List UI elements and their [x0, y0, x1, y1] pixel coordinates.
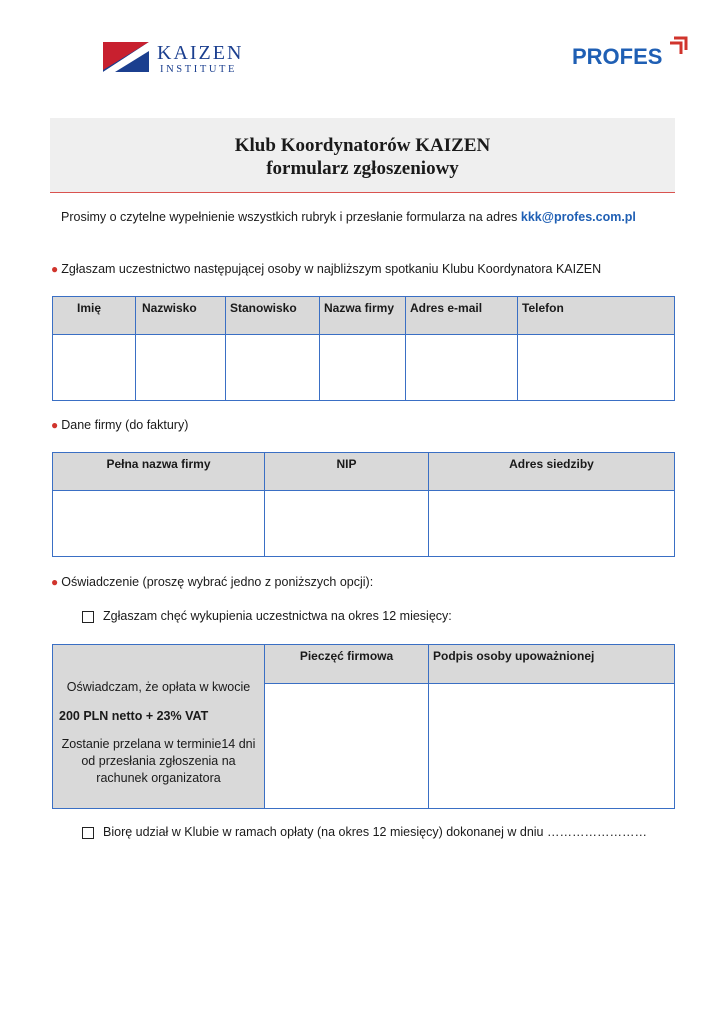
column-header-pieczec: Pieczęć firmowa	[265, 645, 429, 684]
column-header-email: Adres e-mail	[406, 297, 518, 335]
nip-field[interactable]	[265, 491, 429, 557]
stamp-field[interactable]	[265, 684, 429, 809]
column-header-stanowisko: Stanowisko	[226, 297, 320, 335]
contact-email-link[interactable]: kkk@profes.com.pl	[520, 210, 636, 224]
nazwisko-field[interactable]	[136, 335, 226, 401]
stanowisko-field[interactable]	[226, 335, 320, 401]
column-header-adres-siedziby: Adres siedziby	[429, 453, 675, 491]
svg-text:INSTITUTE: INSTITUTE	[160, 64, 238, 74]
bullet-icon: ●	[51, 418, 59, 432]
svg-text:KAIZEN: KAIZEN	[157, 42, 244, 64]
option-paid-text: Biorę udział w Klubie w ramach opłaty (na okres 12 miesięcy) dokonanej w dniu ……………………	[103, 825, 647, 839]
bullet-icon: ●	[51, 262, 59, 276]
adres-siedziby-field[interactable]	[429, 491, 675, 557]
svg-text:PROFES: PROFES	[572, 44, 663, 68]
intro-text	[61, 210, 636, 224]
paid-checkbox[interactable]	[82, 827, 94, 839]
column-header-nazwisko: Nazwisko	[136, 297, 226, 335]
participant-section-label	[51, 262, 601, 276]
signature-field[interactable]	[429, 684, 675, 809]
option-subscription	[82, 609, 452, 623]
company-label-text: Dane firmy (do faktury)	[61, 418, 189, 432]
telefon-field[interactable]	[518, 335, 675, 401]
column-header-imie: Imię	[53, 297, 136, 335]
nazwa-firmy-field[interactable]	[320, 335, 406, 401]
declaration-table	[52, 644, 675, 809]
participant-label-text: Zgłaszam uczestnictwo następującej osoby w najbliższym spotkaniu Klubu Koordynatora KAIZEN	[61, 262, 602, 276]
pelna-nazwa-field[interactable]	[53, 491, 265, 557]
form-subtitle: formularz zgłoszeniowy	[266, 158, 459, 179]
bullet-icon: ●	[51, 575, 59, 589]
company-section-label	[51, 418, 188, 432]
company-table	[52, 452, 675, 557]
statement-label-text: Oświadczenie (proszę wybrać jedno z poniższych opcji):	[61, 575, 374, 589]
declaration-line1: Oświadczam, że opłata w kwocie	[66, 680, 251, 694]
declaration-amount: 200 PLN netto + 23% VAT	[59, 709, 209, 723]
column-header-nazwa-firmy: Nazwa firmy	[320, 297, 406, 335]
profes-logo	[572, 34, 692, 68]
declaration-cell	[53, 645, 265, 809]
subscription-checkbox[interactable]	[82, 611, 94, 623]
participant-table	[52, 296, 675, 401]
column-header-podpis: Podpis osoby upoważnionej	[429, 645, 675, 684]
kaizen-institute-logo	[103, 40, 275, 74]
imie-field[interactable]	[53, 335, 136, 401]
column-header-nip: NIP	[265, 453, 429, 491]
title-band	[50, 118, 675, 193]
form-title: Klub Koordynatorów KAIZEN	[234, 135, 491, 156]
email-field[interactable]	[406, 335, 518, 401]
intro-sentence: Prosimy o czytelne wypełnienie wszystkich rubryk i przesłanie formularza na adres	[61, 210, 521, 224]
statement-section-label	[51, 575, 373, 589]
declaration-line2: Zostanie przelana w terminie14 dni od przesłania zgłoszenia na rachunek organizatora	[61, 737, 256, 785]
option-subscription-text: Zgłaszam chęć wykupienia uczestnictwa na okres 12 miesięcy:	[103, 609, 452, 623]
column-header-pelna-nazwa: Pełna nazwa firmy	[53, 453, 265, 491]
option-paid	[82, 825, 647, 839]
column-header-telefon: Telefon	[518, 297, 675, 335]
